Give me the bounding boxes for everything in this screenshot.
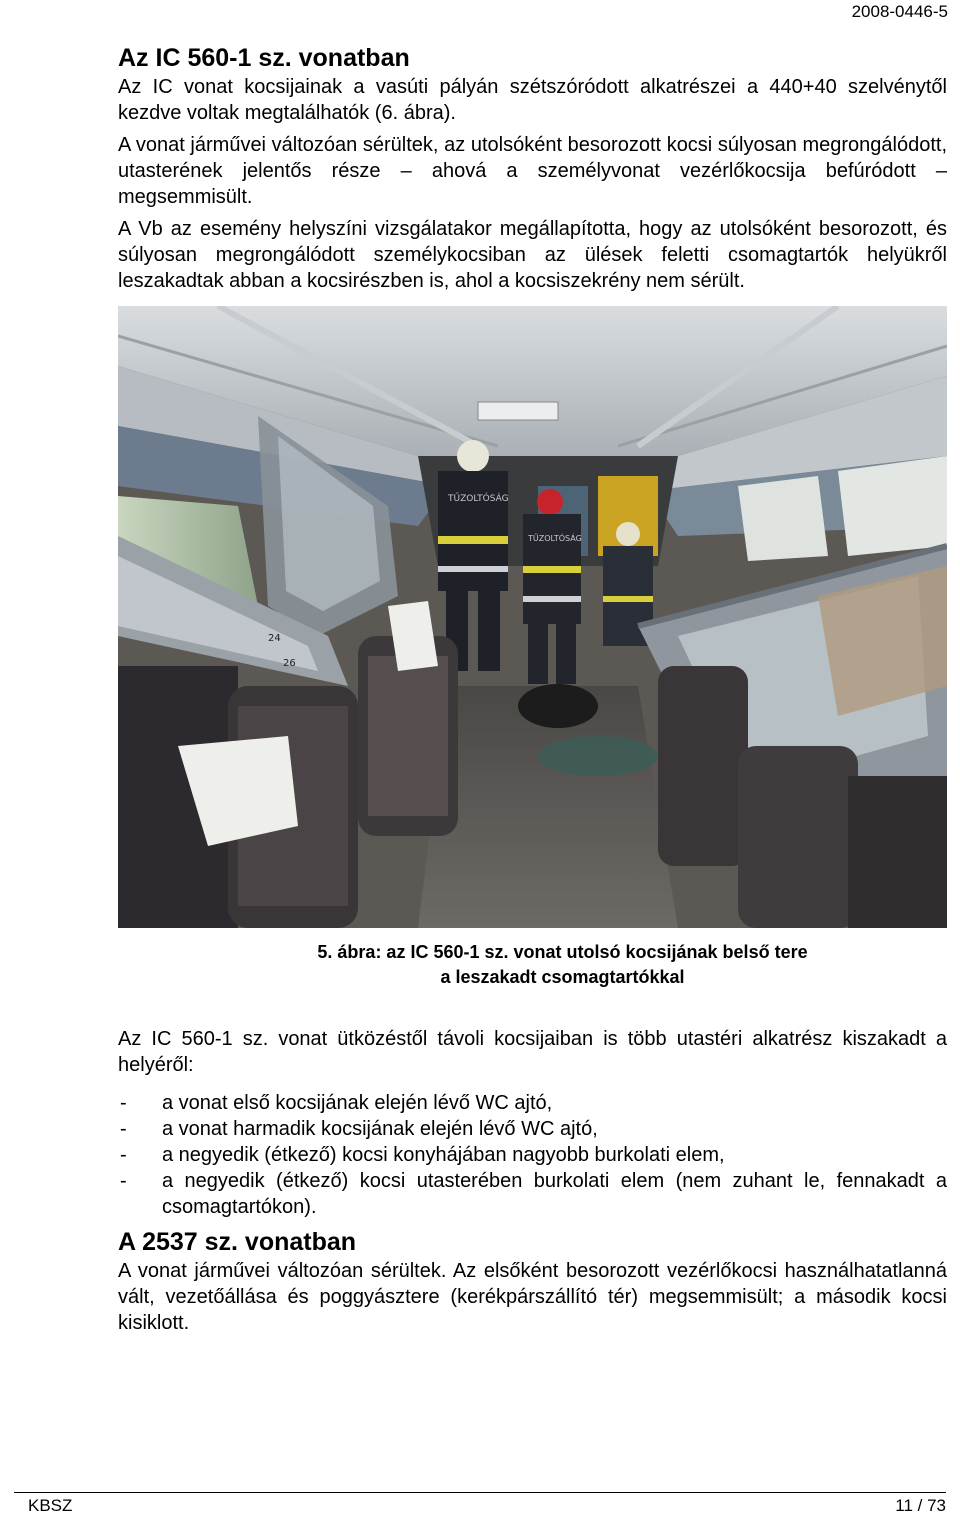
paragraph-2537-damage: A vonat járművei változóan sérültek. Az elsőként besorozott vezérlőkocsi használhatatlanná vált, vezetőállása és poggyásztere (kerékpárszállító tér) megsemmisült; a második kocsi kisiklott. — [118, 1260, 947, 1334]
rescue-label-2: TŰZOLTÓSÁG — [528, 534, 582, 543]
paragraph-parts-scattered: Az IC vonat kocsijainak a vasúti pályán szétszóródott alkatrészei a 440+40 szelvénytől kezdve voltak megtalálhatók (6. ábra). — [118, 76, 947, 124]
detached-parts-list — [118, 1090, 947, 1220]
footer-organization: KBSZ — [28, 1496, 73, 1515]
paragraph-vehicle-damage: A vonat járművei változóan sérültek, az utolsóként besorozott kocsi súlyosan megrongálódott, utasterének jelentős része – ahová a személyvonat vezérlőkocsija befúródott – megsemmisült. — [118, 134, 947, 208]
figure-caption — [118, 940, 947, 990]
damaged-coach-interior-photo — [118, 306, 947, 928]
document-id: 2008-0446-5 — [851, 2, 948, 21]
figure-caption-line-2: a leszakadt csomagtartókkal — [440, 967, 685, 987]
section-heading-2537: A 2537 sz. vonatban — [118, 1228, 357, 1256]
footer-rule — [14, 1492, 946, 1493]
list-item: - a vonat harmadik kocsijának elején lévő WC ajtó, — [120, 1118, 598, 1140]
list-item: - a negyedik (étkező) kocsi konyhájában nagyobb burkolati elem, — [120, 1144, 725, 1166]
section-heading-ic560: Az IC 560-1 sz. vonatban — [118, 44, 410, 72]
figure-caption-line-1: 5. ábra: az IC 560-1 sz. vonat utolsó kocsijának belső tere — [317, 942, 808, 962]
paragraph-luggage-racks: A Vb az esemény helyszíni vizsgálatakor megállapította, hogy az utolsóként besorozott, és súlyosan megrongálódott személykocsiban az ülések feletti csomagtartók helyükről leszakadtak abban a kocsirészben is, ahol a kocsiszekrény nem sérült. — [118, 218, 947, 292]
seat-number-26: 26 — [283, 658, 296, 669]
paragraph-detached-parts-intro: Az IC 560-1 sz. vonat ütközéstől távoli kocsijaiban is több utastéri alkatrész kiszakadt a helyéről: — [118, 1028, 947, 1076]
list-item: - a vonat első kocsijának elején lévő WC ajtó, — [120, 1092, 553, 1114]
list-item: - a negyedik (étkező) kocsi utasterében burkolati elem (nem zuhant le, fennakadt a csomagtartókon). — [120, 1170, 947, 1218]
page-content — [118, 42, 947, 1336]
page-number: 11 / 73 — [895, 1496, 946, 1515]
rescue-label-1: TŰZOLTÓSÁG — [448, 494, 509, 504]
seat-number-24: 24 — [268, 633, 281, 644]
